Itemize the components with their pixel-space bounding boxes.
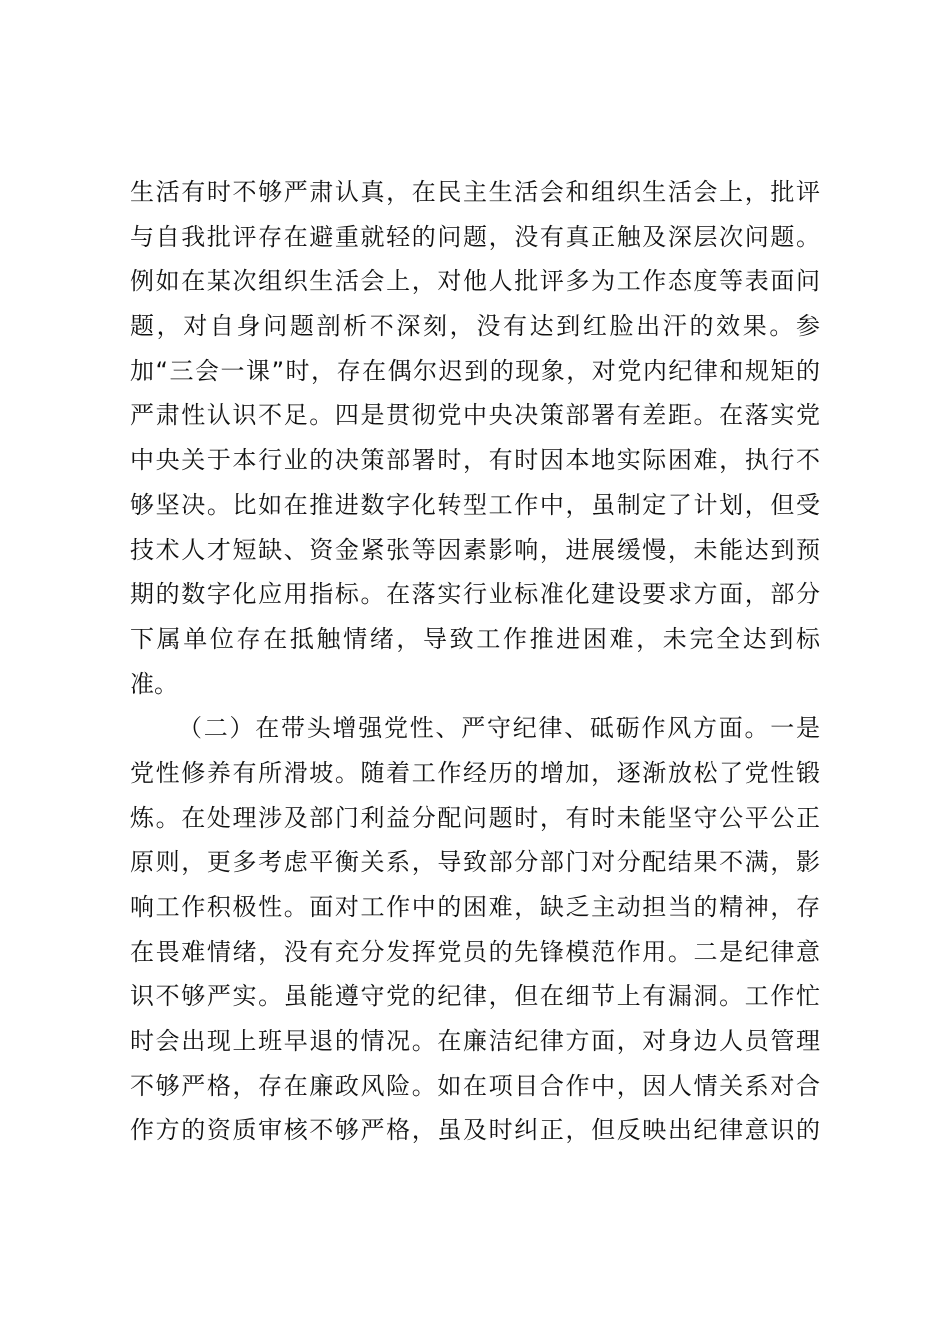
text-line: 够坚决。比如在推进数字化转型工作中，虽制定了计划，但受 [130,490,820,519]
text-line: 中央关于本行业的决策部署时，有时因本地实际困难，执行不 [130,446,820,475]
text-line: 原则，更多考虑平衡关系，导致部分部门对分配结果不满，影 [130,848,820,877]
text-line: 准。 [130,669,178,698]
text-line: 严肃性认识不足。四是贯彻党中央决策部署有差距。在落实党 [130,401,820,430]
text-line: 例如在某次组织生活会上，对他人批评多为工作态度等表面问 [130,267,820,296]
text-line: 题，对自身问题剖析不深刻，没有达到红脸出汗的效果。参 [130,312,820,341]
text-line: 技术人才短缺、资金紧张等因素影响，进展缓慢，未能达到预 [130,535,820,564]
text-line: 期的数字化应用指标。在落实行业标准化建设要求方面，部分 [130,580,820,609]
text-line: 下属单位存在抵触情绪，导致工作推进困难，未完全达到标 [130,624,820,653]
section-heading-line: （二）在带头增强党性、严守纪律、砥砺作风方面。一是 [178,714,820,743]
text-line: 在畏难情绪，没有充分发挥党员的先锋模范作用。二是纪律意 [130,937,820,966]
text-line: 炼。在处理涉及部门利益分配问题时，有时未能坚守公平公正 [130,803,820,832]
text-line: 加“三会一课”时，存在偶尔迟到的现象，对党内纪律和规矩的 [130,356,820,385]
text-line: 响工作积极性。面对工作中的困难，缺乏主动担当的精神，存 [130,893,820,921]
text-line: 时会出现上班早退的情况。在廉洁纪律方面，对身边人员管理 [130,1027,820,1056]
text-line: 与自我批评存在避重就轻的问题，没有真正触及深层次问题。 [130,222,820,251]
body-text [130,170,820,1153]
text-line: 党性修养有所滑坡。随着工作经历的增加，逐渐放松了党性锻 [130,758,820,787]
text-line: 生活有时不够严肃认真，在民主生活会和组织生活会上，批评 [130,178,820,206]
text-line: 作方的资质审核不够严格，虽及时纠正，但反映出纪律意识的 [130,1116,820,1145]
text-line: 不够严格，存在廉政风险。如在项目合作中，因人情关系对合 [130,1071,820,1100]
text-line: 识不够严实。虽能遵守党的纪律，但在细节上有漏洞。工作忙 [130,982,820,1011]
